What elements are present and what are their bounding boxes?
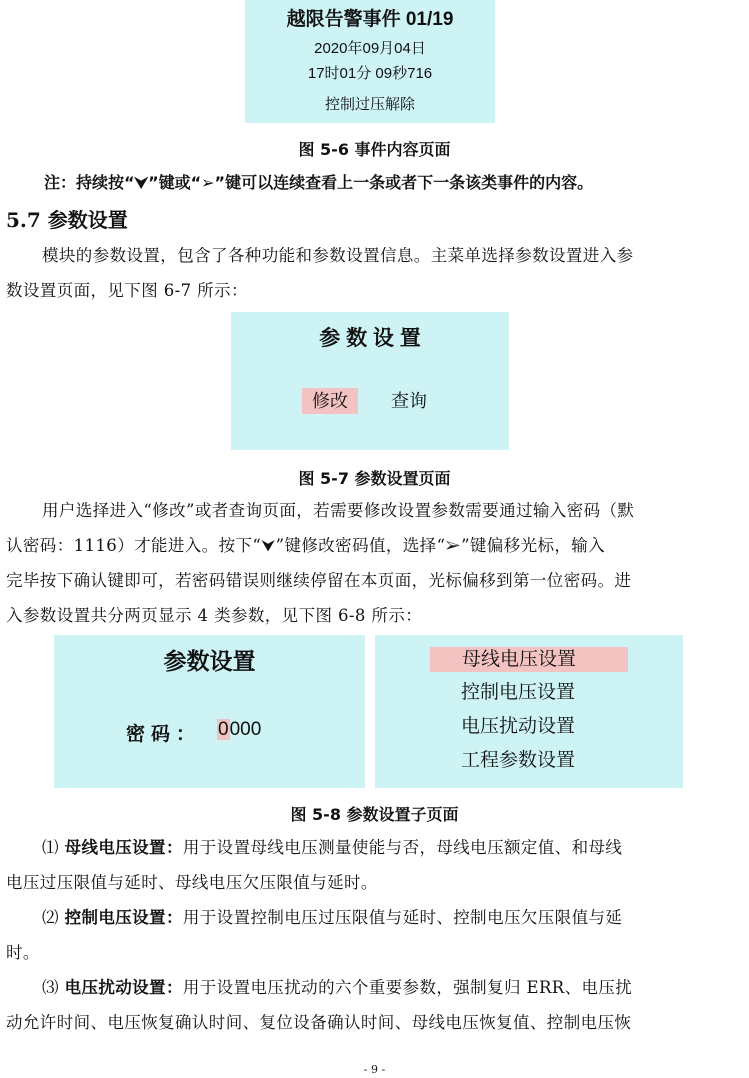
menu-engineering-params[interactable]: 工程参数设置 [461,750,576,771]
item-voltage-disturbance [6,970,736,1040]
param-settings-screen [231,312,509,450]
item-number: ⑴ [42,838,59,857]
item-control-voltage [6,900,736,970]
item-line-1: 用于设置控制电压过压限值与延时、控制电压欠压限值与延 [182,908,623,927]
event-time: 17时01分 09秒716 [307,65,433,82]
password-remaining-digits: 000 [229,719,262,740]
item-line-2: 电压过压限值与延时、母线电压欠压限值与延时。 [6,873,378,892]
event-screen-title: 越限告警事件 01/19 [286,9,454,30]
item-line-1: 用于设置电压扰动的六个重要参数，强制复归 ERR、电压扰 [182,978,633,997]
note-text: 注：持续按“⮟”键或“➢”键可以连续查看上一条或者下一条该类事件的内容。 [44,173,594,192]
password-line-4: 入参数设置共分两页显示 4 类参数，见下图 6-8 所示： [6,606,423,625]
intro-line-1: 模块的参数设置，包含了各种功能和参数设置信息。主菜单选择参数设置进入参 [42,246,634,265]
item-term: 电压扰动设置： [64,978,183,997]
item-term: 控制电压设置： [64,908,183,927]
figure-caption-5-8: 图 5-8 参数设置子页面 [290,805,459,824]
password-line-2: 认密码：1116）才能进入。按下“⮟”键修改密码值，选择“➢”键偏移光标，输入 [6,536,606,555]
menu-control-voltage[interactable]: 控制电压设置 [461,682,576,703]
item-bus-voltage [6,830,736,900]
item-number: ⑶ [42,978,59,997]
intro-line-2: 数设置页面，见下图 6-7 所示： [6,281,248,300]
param-screen-title: 参 数 设 置 [319,327,421,350]
password-field[interactable] [217,719,261,741]
section-heading: 5.7 参数设置 [6,208,128,232]
item-line-2: 时。 [6,943,40,962]
password-line-3: 完毕按下确认键即可，若密码错误则继续停留在本页面，光标偏移到第一位密码。进 [6,571,632,590]
figure-caption-5-6: 图 5-6 事件内容页面 [298,140,451,159]
password-screen-title: 参数设置 [163,648,256,674]
password-cursor-digit[interactable]: 0 [218,719,229,740]
figure-caption-5-7: 图 5-7 参数设置页面 [298,469,451,488]
item-line-2: 动允许时间、电压恢复确认时间、复位设备确认时间、母线电压恢复值、控制电压恢 [6,1013,632,1032]
password-line-1: 用户选择进入“修改”或者查询页面，若需要修改设置参数需要通过输入密码（默 [42,501,635,520]
page-number: - 9 - [363,1063,386,1076]
event-date: 2020年09月04日 [314,40,426,57]
modify-option[interactable]: 修改 [302,388,358,414]
item-line-1: 用于设置母线电压测量使能与否，母线电压额定值、和母线 [182,838,623,857]
password-label: 密码： [126,724,202,745]
query-option[interactable]: 查询 [391,391,427,411]
password-screen [54,635,365,788]
menu-bus-voltage[interactable]: 母线电压设置 [430,647,628,672]
event-description: 控制过压解除 [324,96,415,113]
event-content-screen [245,0,495,123]
param-submenu-screen [375,635,683,788]
password-paragraph [6,493,736,633]
item-number: ⑵ [42,908,59,927]
menu-voltage-disturbance[interactable]: 电压扰动设置 [461,716,576,737]
intro-paragraph [6,238,736,308]
item-term: 母线电压设置： [64,838,183,857]
